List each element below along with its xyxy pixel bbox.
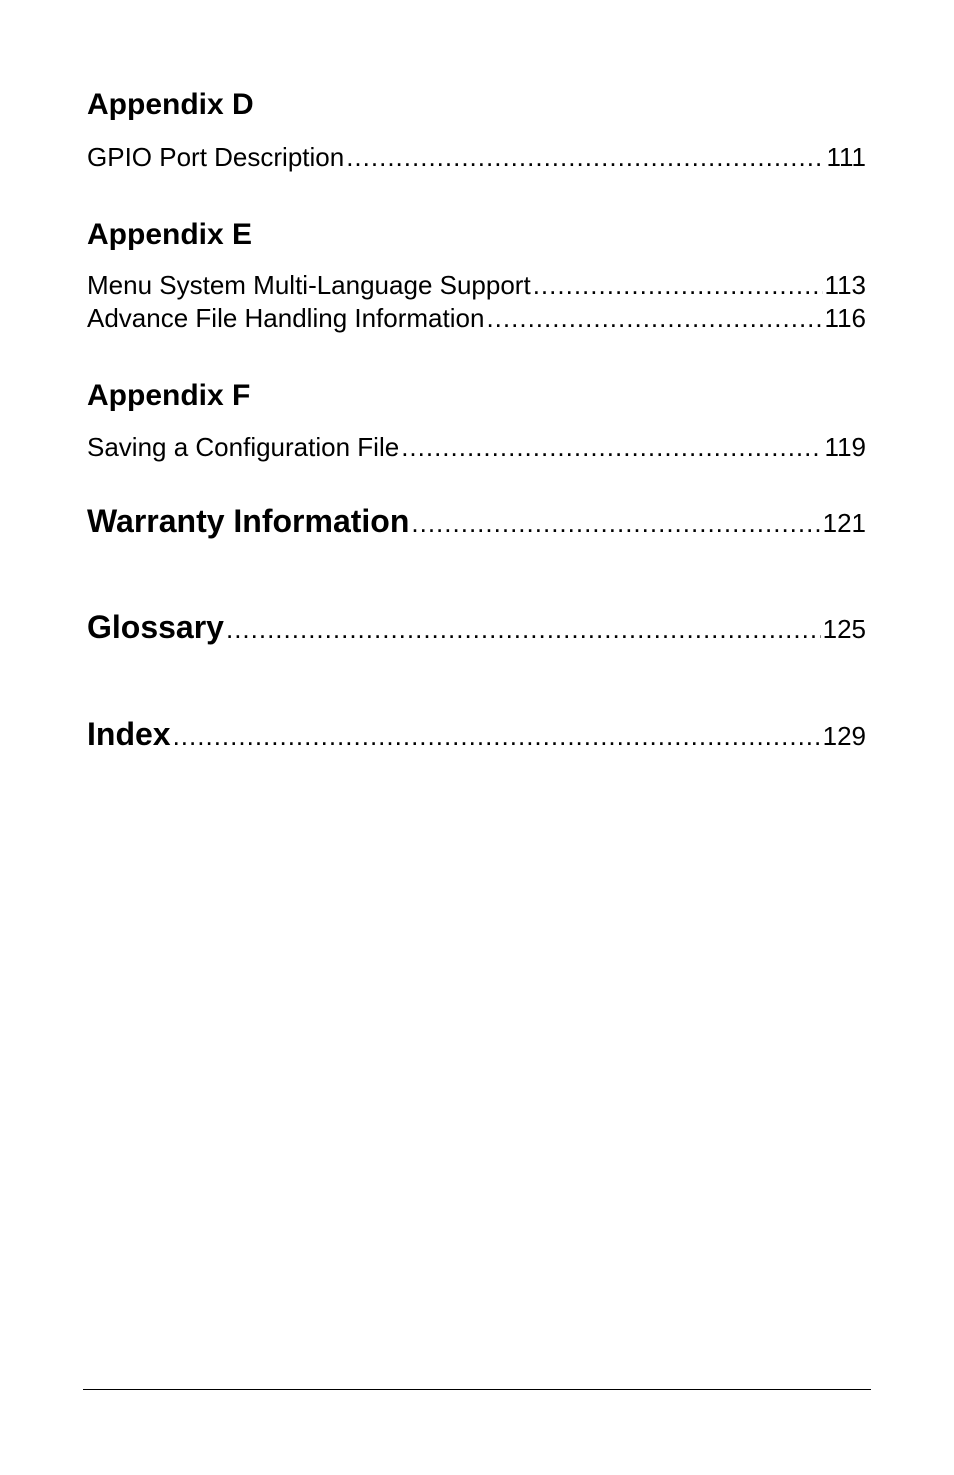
toc-entry-page: 129	[822, 721, 866, 751]
toc-entry-page: 111	[826, 142, 866, 172]
dot-leader	[533, 270, 823, 300]
toc-entry[interactable]	[87, 142, 866, 172]
dot-leader	[173, 721, 821, 751]
toc-entry[interactable]	[87, 270, 866, 300]
toc-entry-page: 125	[822, 614, 866, 644]
dot-leader	[401, 432, 822, 462]
section-heading-appendix-d: Appendix D	[87, 88, 254, 121]
dot-leader	[411, 508, 820, 538]
toc-entry-title: Glossary	[87, 609, 224, 645]
toc-entry-glossary[interactable]	[87, 609, 866, 645]
toc-entry-title: Index	[87, 716, 171, 752]
section-heading-appendix-f: Appendix F	[87, 379, 251, 412]
toc-entry-title: Saving a Configuration File	[87, 432, 400, 462]
toc-entry-page: 116	[824, 303, 866, 333]
dot-leader	[226, 614, 821, 644]
footer-rule	[83, 1389, 871, 1390]
toc-entry-title: GPIO Port Description	[87, 142, 345, 172]
toc-entry-page: 113	[824, 270, 866, 300]
toc-entry-page: 121	[822, 508, 866, 538]
toc-entry-title: Menu System Multi-Language Support	[87, 270, 531, 300]
section-heading-appendix-e: Appendix E	[87, 218, 253, 251]
toc-entry-index[interactable]	[87, 716, 866, 752]
toc-entry[interactable]	[87, 432, 866, 462]
toc-entry-page: 119	[824, 432, 866, 462]
toc-entry-warranty[interactable]	[87, 503, 866, 539]
toc-entry-title: Warranty Information	[87, 503, 410, 539]
toc-entry-title: Advance File Handling Information	[87, 303, 485, 333]
dot-leader	[346, 142, 824, 172]
toc-entry[interactable]	[87, 303, 866, 333]
dot-leader	[486, 303, 822, 333]
